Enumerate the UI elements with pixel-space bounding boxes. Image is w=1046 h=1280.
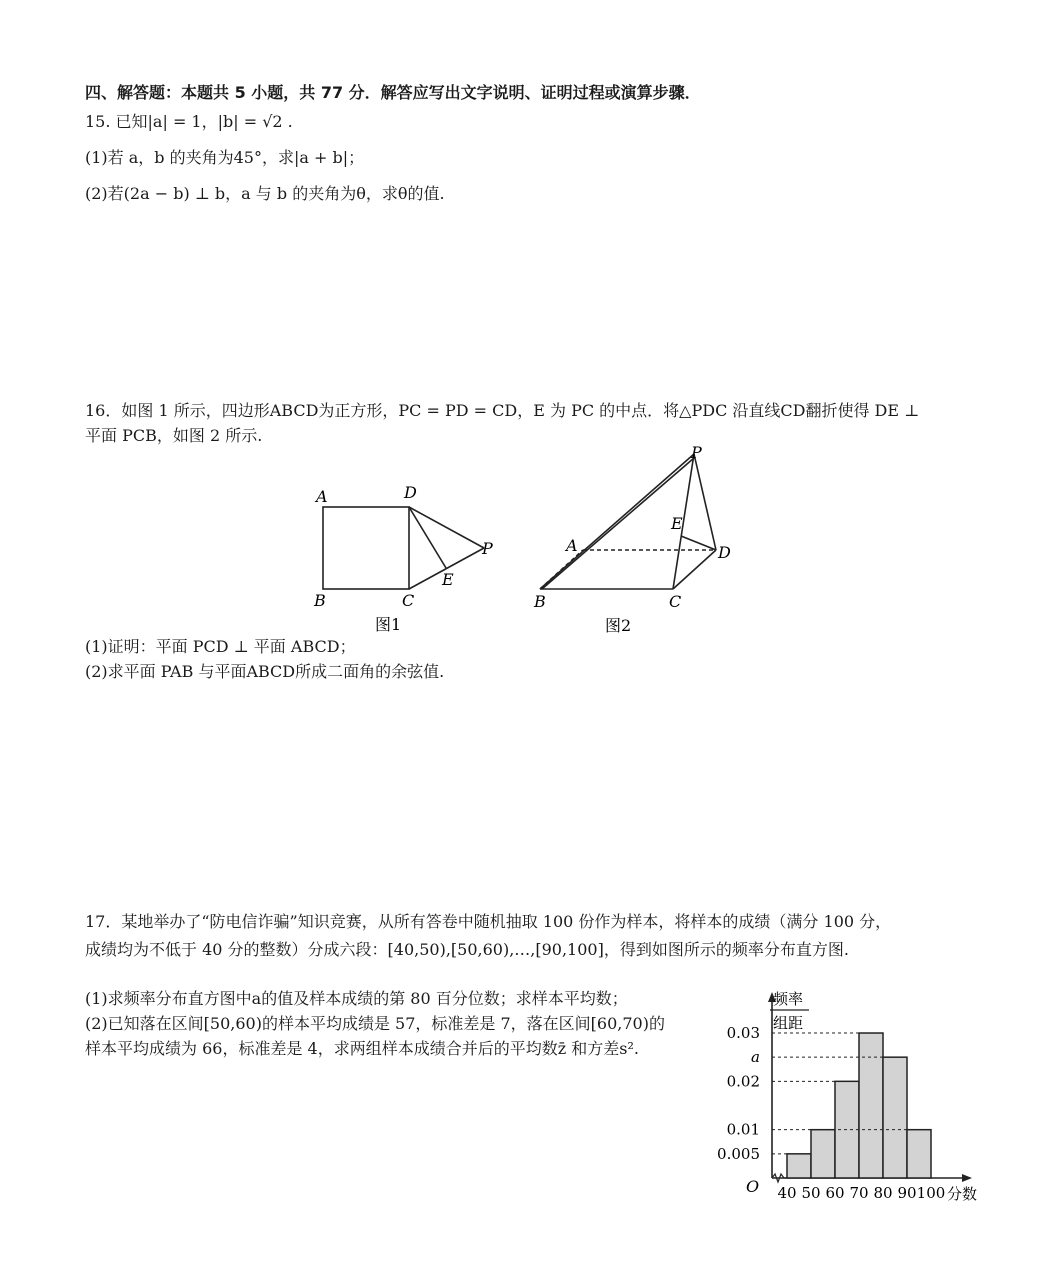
y-tick-label: 0.02 (726, 1072, 760, 1091)
fig2-caption: 图2 (605, 616, 632, 635)
fig1-label-d: D (404, 483, 417, 502)
fig1-square-abcd (323, 507, 409, 589)
frequency-histogram (710, 982, 1010, 1212)
fig2-label-a: A (566, 536, 578, 555)
y-tick-label: 0.005 (717, 1144, 760, 1163)
fig2-label-b: B (534, 592, 546, 611)
y-label-bottom: 组距 (773, 1014, 804, 1032)
x-tick-label: 100 (916, 1184, 946, 1202)
fig1-label-b: B (314, 591, 326, 610)
fig1-label-c: C (402, 591, 415, 610)
y-tick-label: a (751, 1048, 760, 1067)
fig2-label-d: D (718, 543, 731, 562)
fig2-label-e: E (671, 514, 683, 533)
q15-stem: 15. 已知|a| = 1，|b| = √2 . (85, 112, 293, 131)
fig1-edge-dp (409, 507, 484, 548)
fig1-label-e: E (442, 570, 454, 589)
origin-label: O (746, 1177, 760, 1196)
y-tick-label: 0.01 (726, 1120, 760, 1139)
histogram-bar-[40,50) (787, 1154, 811, 1178)
fig1-label-p: P (482, 539, 493, 558)
histogram-bar-[80,90) (883, 1057, 907, 1178)
q16-stem-line1: 16．如图 1 所示，四边形ABCD为正方形，PC = PD = CD，E 为 PC 的中点．将△PDC 沿直线CD翻折使得 DE ⊥ (85, 401, 920, 420)
x-tick-label: 90 (897, 1184, 917, 1202)
histogram-bar-[90,100] (907, 1130, 931, 1178)
y-label-top: 频率 (773, 990, 804, 1008)
section-header: 四、解答题：本题共 5 小题，共 77 分．解答应写出文字说明、证明过程或演算步骤． (85, 83, 701, 102)
histogram-bar-[50,60) (811, 1130, 835, 1178)
q16-part1: (1)证明：平面 PCD ⊥ 平面 ABCD； (85, 637, 356, 656)
fig2-label-p: P (691, 443, 702, 462)
x-tick-label: 80 (873, 1184, 893, 1202)
q16-figure-2 (525, 440, 755, 640)
q16-part2: (2)求平面 PAB 与平面ABCD所成二面角的余弦值. (85, 662, 445, 681)
histogram-bar-[70,80) (859, 1033, 883, 1178)
q15-part1: (1)若 a，b 的夹角为45°，求|a + b|； (85, 148, 365, 167)
x-tick-label: 60 (825, 1184, 845, 1202)
x-label: 分数 (947, 1185, 978, 1203)
q17-stem-line1: 17．某地举办了“防电信诈骗”知识竞赛，从所有答卷中随机抽取 100 份作为样本，将样本的成绩（满分 100 分， (85, 912, 892, 931)
y-tick-label: 0.03 (726, 1024, 760, 1043)
x-axis-arrow (962, 1174, 972, 1182)
q17-part2-line2: 样本平均成绩为 66，标准差是 4，求两组样本成绩合并后的平均数z̄ 和方差s². (85, 1039, 639, 1058)
fig2-label-c: C (669, 592, 682, 611)
x-tick-label: 40 (777, 1184, 797, 1202)
q17-stem-line2: 成绩均为不低于 40 分的整数）分成六段：[40,50),[50,60),…,[90,100]，得到如图所示的频率分布直方图. (85, 940, 849, 959)
q17-part1: (1)求频率分布直方图中a的值及样本成绩的第 80 百分位数；求样本平均数； (85, 989, 628, 1008)
fig1-label-a: A (316, 487, 328, 506)
fig1-caption: 图1 (375, 615, 402, 634)
x-tick-label: 70 (849, 1184, 869, 1202)
fig1-edge-de (409, 507, 446, 568)
q17-part2-line1: (2)已知落在区间[50,60)的样本平均成绩是 57，标准差是 7，落在区间[60,70)的 (85, 1014, 665, 1033)
q15-part2: (2)若(2a − b) ⊥ b，a 与 b 的夹角为θ，求θ的值. (85, 184, 445, 203)
x-tick-label: 50 (801, 1184, 821, 1202)
q16-stem-line2: 平面 PCB，如图 2 所示. (85, 426, 263, 445)
q16-figure-1 (300, 478, 520, 638)
